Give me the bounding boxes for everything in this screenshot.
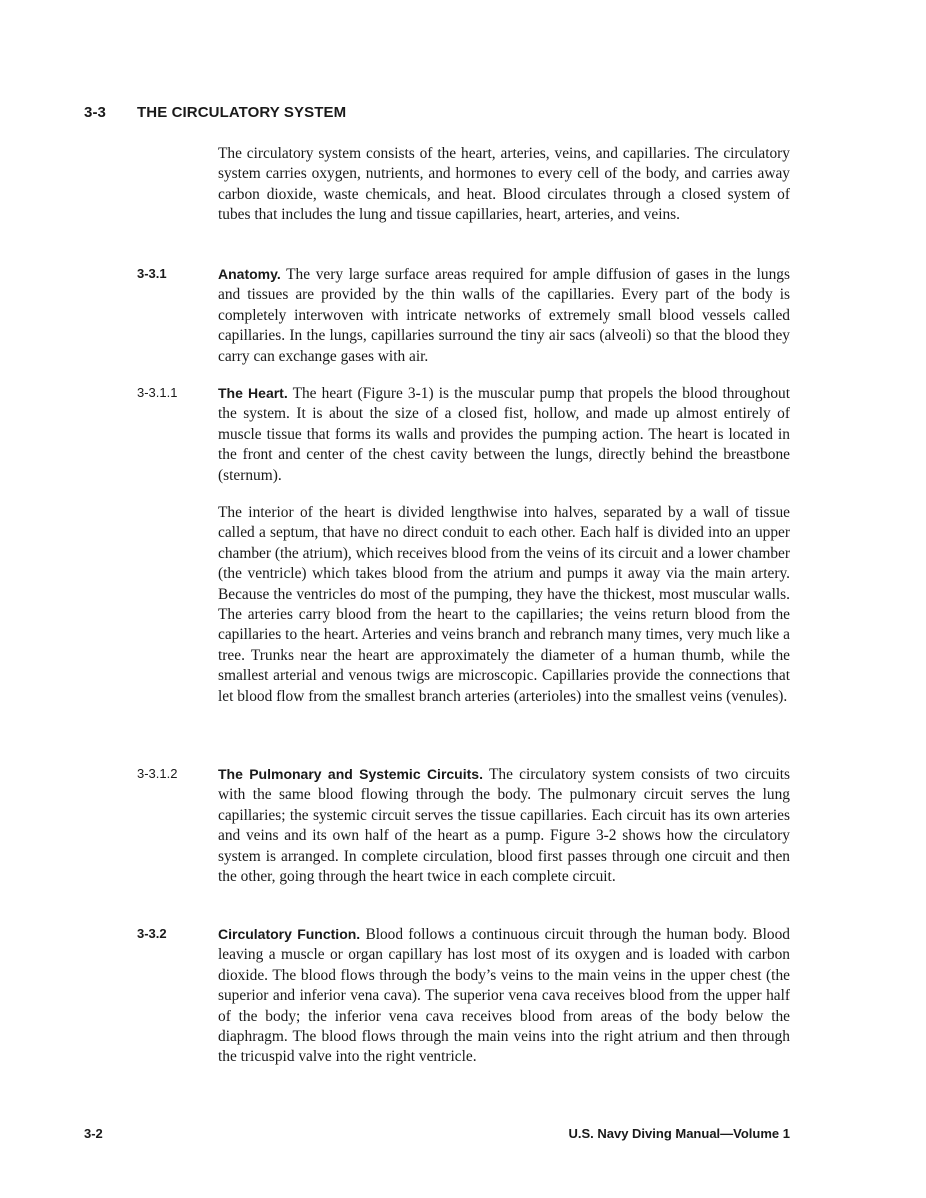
paragraph-text-pulmonary-systemic: The circulatory system consists of two circuits with the same blood flowing through the body. The pulmonary circuit serves the lung capillaries; the systemic circuit serves the tissue capillaries. Each circuit has its own arteries and veins and its own half of the heart as a pump. Figure 3-2 shows how the circulatory system is arranged. In complete circulation, blood first passes through one circuit and then the other, going through the heart twice in each complete circuit. — [218, 766, 790, 886]
paragraph-number-3-3-1-1: 3-3.1.1 — [137, 385, 178, 400]
paragraph-circulatory-function — [218, 924, 790, 1068]
paragraph-heart-interior: The interior of the heart is divided lengthwise into halves, separated by a wall of tissue called a septum, that have no direct conduit to each other. Each half is divided into an upper chamber (the atrium), which receives blood from the veins of its circuit and a lower chamber (the ventricle) which takes blood from the atrium and pumps it away via the main artery. Because the ventricles do most of the pumping, they have the thickest, most muscular walls. The arteries carry blood from the heart to the capillaries; the veins return blood from the capillaries to the heart. Arteries and veins branch and rebranch many times, very much like a tree. Trunks near the heart are approximately the diameter of a human thumb, while the smallest arterial and venous twigs are microscopic. Capillaries provide the connections that let blood flow from the smallest branch arteries (arterioles) into the smallest veins (venules). — [218, 504, 790, 705]
paragraph-text-circulatory-function: Blood follows a continuous circuit through the human body. Blood leaving a muscle or organ capillary has lost most of its oxygen and is loaded with carbon dioxide. The blood flows through the body’s veins to the main veins in the upper chest (the superior and inferior vena cava). The superior vena cava receives blood from the upper half of the body; the inferior vena cava receives blood from areas of the body below the diaphragm. The blood flows through the main veins into the right atrium and then through the tricuspid valve into the right ventricle. — [218, 926, 790, 1066]
paragraph-heading-anatomy: Anatomy. — [218, 266, 281, 282]
paragraph-number-3-3-1-2: 3-3.1.2 — [137, 766, 178, 781]
paragraph-number-3-3-1: 3-3.1 — [137, 266, 167, 281]
section-heading — [84, 104, 346, 121]
paragraph-heading-the-heart: The Heart. — [218, 385, 288, 401]
paragraph-the-heart — [218, 383, 790, 486]
footer-title: U.S. Navy Diving Manual—Volume 1 — [568, 1126, 790, 1141]
section-title: THE CIRCULATORY SYSTEM — [137, 104, 347, 121]
paragraph-heading-circulatory-function: Circulatory Function. — [218, 926, 361, 942]
footer-page-number: 3-2 — [84, 1126, 103, 1141]
section-intro-paragraph: The circulatory system consists of the heart, arteries, veins, and capillaries. The circulatory system carries oxygen, nutrients, and hormones to every cell of the body, and carries away carbon dioxide, waste chemicals, and heat. Blood circulates through a closed system of tubes that includes the lung and tissue capillaries, heart, arteries, and veins. — [218, 145, 790, 224]
paragraph-number-3-3-2: 3-3.2 — [137, 926, 167, 941]
paragraph-anatomy — [218, 264, 790, 367]
paragraph-heading-pulmonary-systemic: The Pulmonary and Systemic Circuits. — [218, 766, 483, 782]
section-number: 3-3 — [84, 104, 106, 121]
paragraph-pulmonary-systemic — [218, 764, 790, 887]
paragraph-text-the-heart: The heart (Figure 3-1) is the muscular pump that propels the blood throughout the system. It is about the size of a closed fist, hollow, and made up almost entirely of muscle tissue that forms its walls and provides the pumping action. The heart is located in the front and center of the chest cavity between the lungs, directly behind the breastbone (sternum). — [218, 385, 790, 484]
paragraph-text-anatomy: The very large surface areas required for ample diffusion of gases in the lungs and tissues are provided by the thin walls of the capillaries. Every part of the body is completely interwoven with intricate networks of extremely small blood vessels called capillaries. In the lungs, capillaries surround the tiny air sacs (alveoli) so that the blood they carry can exchange gases with air. — [218, 266, 790, 365]
